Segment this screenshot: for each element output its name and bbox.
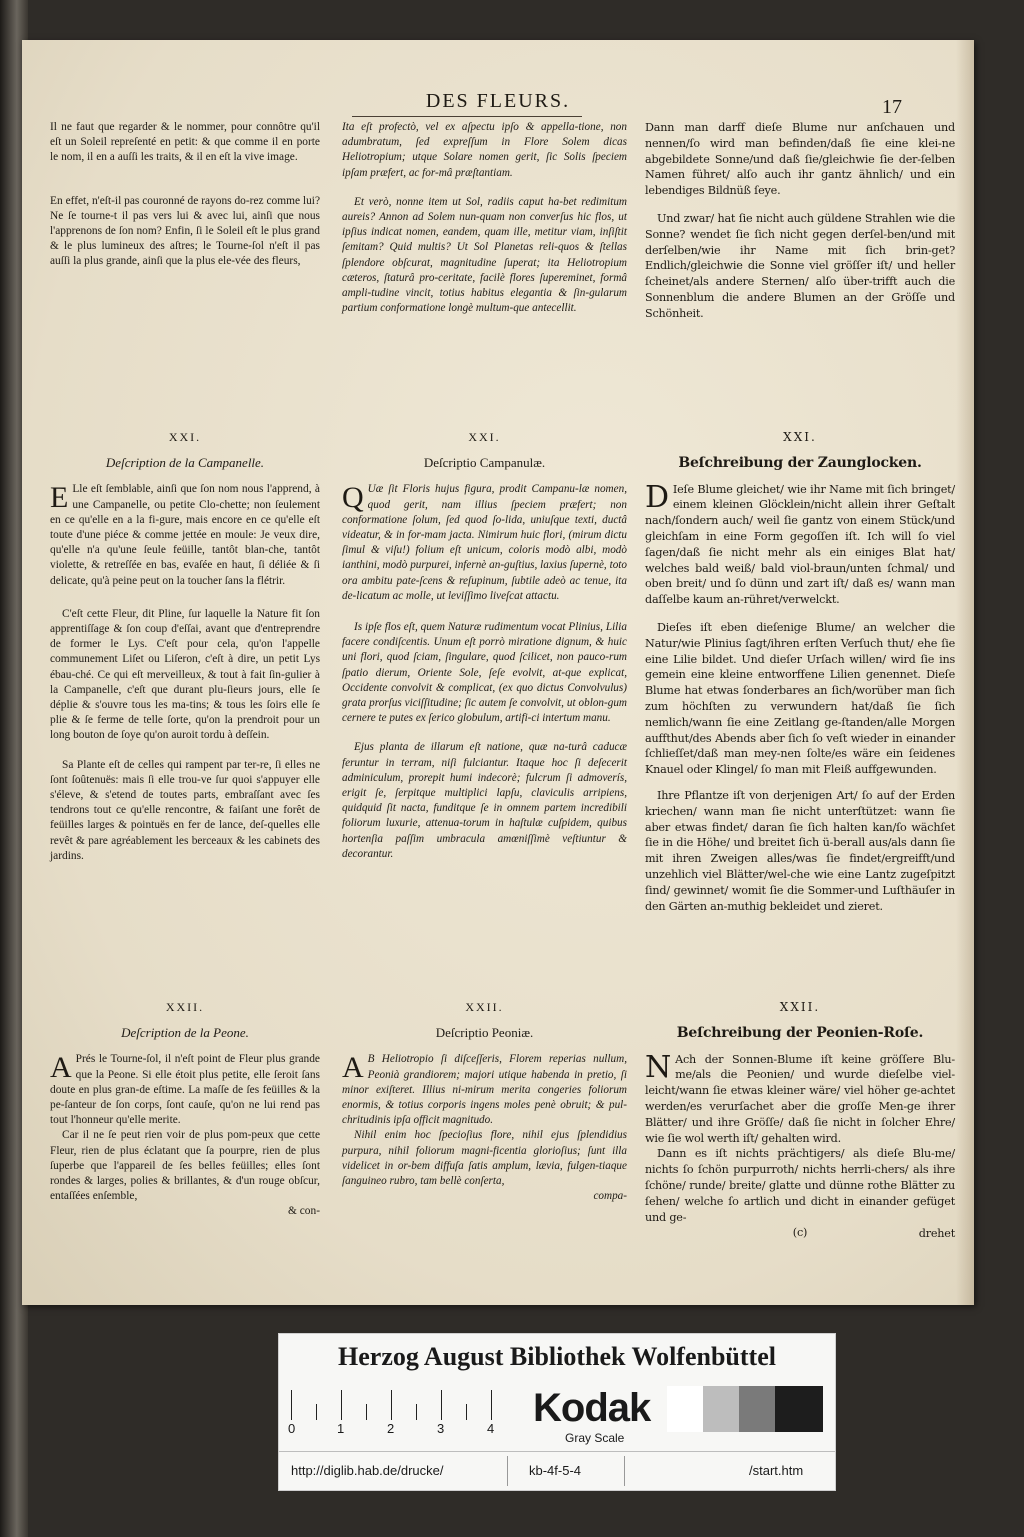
running-head-rule — [352, 116, 582, 117]
ruler-digit: 2 — [387, 1421, 395, 1436]
section-title: Deſcription de la Peone. — [121, 1025, 249, 1041]
section-title: Deſcriptio Peoniæ. — [435, 1025, 534, 1041]
signature-mark: (c) — [792, 1226, 808, 1240]
latin-intro-paragraph-2: Et verò, nonne item ut Sol, radiis caput ha-bet redimitum aureis? Annon ad Solem nun-quam non converſus hic flos, ut ipſius indicat nomen, eandem, quam ille, metitur viam, inſiſtit ſemitam? Quid multis? Ut Sol Planetas reli-quos & ſtellas ſplendore obſcurat, magnitudine ſuperat; ita Heliotropium cæteros, ſtaturâ pro-ceritate, facilè flores ſupereminet, formâ ampli-tudine vincit, totius habitus elegantia & ſin-gularum partium conformatione longè multum-que antecellit. — [342, 195, 627, 315]
running-head: DES FLEURS. — [425, 90, 571, 112]
latin-intro-paragraph-1: Ita eſt profectò, vel ex aſpectu ipſo & appella-tione, non adumbratum, ſed expreſſum in Flore Solem dicas Heliotropium; utque Solare nomen gerit, ſic Solis ſpeciem ipſam præfert, ac for-mâ præſtantiam. — [342, 121, 627, 179]
german-s22-paragraph-1: N Ach der Sonnen-Blume iſt keine gröſſere Blu-me/als die Peonien/ und wurde dieſelbe viel-leicht/wann ſie etwas kleiner wäre/ viel höher ge-achtet werden/es verurſachet aber die groſſe Men-ge ihrer Blätter/ und ihre Gröſſe/ daß ſie nicht in ſolcher Ehre/ wie ſie wol werth iſt/ gehalten wird. — [645, 1049, 955, 1145]
section-number: XXI. — [468, 430, 501, 444]
gray-scale-label: Gray Scale — [565, 1431, 625, 1445]
german-s21-paragraph-1: D Ieſe Blume gleichet/ wie ihr Name mit ſich bringet/ einem kleinen Glöcklein/nicht allein ihrer Geſtalt nach/ſondern auch/ weil ſie gantz von einem Stück/und gleichſam in eine Form gegoſſen iſt. Ich will ſo viel ſagen/daß ſie nicht mehr als ein einiges Blat hat/ welches bald weiß/ bald viol-braun/unten ſchmal/ und oben breit/ und ſo dünn und zart iſt/ daß es/ wann man daſſelbe kaum an-rühret/verwelckt. — [645, 479, 955, 607]
latin-s22-paragraph-2: Nihil enim hoc ſpecioſius flore, nihil ejus ſplendidius purpura, nihil foliorum magni-ficentia glorioſius; ſunt illa videlicet in or-bem diffuſa ſatis amplum, lævia, fulgen-tiaque ſanguineo rubro, tam bellè conſerta, — [342, 1129, 627, 1188]
latin-intro — [342, 120, 627, 316]
page-edge-shadow — [956, 40, 974, 1305]
kodak-logo: Kodak — [533, 1386, 651, 1430]
ruler-tick — [416, 1404, 417, 1420]
german-intro-paragraph-1: Dann man darff dieſe Blume nur anſchauen und nennen/ſo wird man befinden/daß ſie eine klei-ne abgebildete Sonne/und daß ſie/gleichwie ſie der-ſelben Namen führet/ alſo auch ihr gantz ähnlich/ und ein lebendiges Bildnüß ſeye. — [645, 121, 955, 198]
ruler-digit: 1 — [337, 1421, 345, 1436]
ruler-tick — [366, 1404, 367, 1420]
drop-cap: A — [50, 1051, 72, 1085]
gray-swatch — [703, 1386, 739, 1432]
catchword: compa- — [593, 1190, 627, 1203]
section-number: XXII. — [779, 1000, 821, 1014]
german-intro — [645, 120, 955, 322]
gray-swatch — [667, 1386, 703, 1432]
section-title: Deſcriptio Campanulæ. — [423, 455, 546, 471]
french-s22-paragraph-2: Car il ne ſe peut rien voir de plus pom-peux que cette Fleur, rien de plus éclatant que ſa pourpre, rien de plus ſuperbe que l'appareil de ſes belles feüilles; elles ſont rondes & larges, polies & brillantes, & d'un rouge obſcur, entaſſées enſemble, — [50, 1129, 320, 1203]
drop-cap: D — [645, 479, 669, 515]
french-s21-paragraph-2: C'eſt cette Fleur, dit Pline, ſur laquelle la Nature fit ſon apprentiſſage & ſon coup d'eſſai, avant que d'entreprendre de former le Lys. C'eſt pour cela, qu'on l'appelle communement Liſet ou Liſeron, c'eſt à dire, un petit Lys ébau-ché. Ce qui eſt merveilleux, & tout à fait ſin-gulier à la Campanelle, c'eſt que durant plu-ſieurs jours, elle ſe déplie & s'ouvre tous les ma-tins; & tous les ſoirs elle ſe plie & ſe ferme de telle ſorte, qu'on la prendroit pour un long bouton de ſoye qu'on auroit tordu à deſſein. — [50, 607, 320, 742]
section-number: XXII. — [165, 1000, 205, 1014]
drop-cap: A — [342, 1051, 364, 1085]
section-number: XXI. — [783, 430, 817, 444]
ruler-tick — [291, 1390, 292, 1420]
french-intro — [50, 120, 320, 270]
french-s21-paragraph-1: E Lle eſt ſemblable, ainſi que ſon nom nous l'apprend, à une Campanelle, ou petite Clo-chette; non ſeulement en ce qu'elle en a la fi-gure, mais encore en ce qu'elle eſt toute d'une piéce & comme jettée en moule: Je veux dire, qu'elle n'a qu'une ſeule feüille, tantôt blan-che, tantôt violette, & retreſſée en bas, evaſée en haut, ſi déliée & ſi delicate, qu'à peine peut on la toucher ſans la flétrir. — [50, 481, 320, 587]
ruler-digit: 0 — [288, 1421, 296, 1436]
latin-s21-paragraph-3: Ejus planta de illarum eſt natione, quæ na-turâ caducæ feruntur in terram, niſi fulciantur. Itaque hoc ſi deſecerit adminiculum, prorepit humi indecorè; fulcrum ſi admoverís, erigit ſe, ſerpitque multiplici lapſu, claviculis arripiens, quidquid ſit nacta, funditque ſe in omnem partem incredibili foliorum luxurie, attenua-torum in haſtulæ cuſpidem, quibus hortenſia paſſim umbracula amœniſſimè veſtiuntur & decorantur. — [342, 741, 627, 860]
gray-swatch — [739, 1386, 775, 1432]
page-number: 17 — [882, 96, 902, 118]
latin-s22-paragraph-1: A B Heliotropio ſi diſceſſeris, Florem reperias nullum, Peonià grandiorem; majori utique habenda in pretio, ſi minor exiſteret. Illius ni-mirum merita congeries foliorum enormis, & totius corporis ingens moles penè obruit; & pul-chritudinis ipſa officit magnitudo. — [342, 1051, 627, 1127]
library-color-bar — [278, 1333, 836, 1491]
french-intro-paragraph-1: Il ne faut que regarder & le nommer, pour connôtre qu'il eſt un Soleil repreſenté en petit: & que comme il en porte le nom, il en a auſſi les traits, & il en eſt la vive image. — [50, 121, 320, 164]
section-title: Beſchreibung der Zaunglocken. — [678, 454, 922, 471]
catchword: drehet — [918, 1227, 955, 1241]
scale-ruler — [288, 1386, 521, 1436]
ruler-tick — [316, 1404, 317, 1420]
footer-divider — [624, 1456, 625, 1486]
german-section-21 — [645, 430, 955, 914]
footer-divider — [507, 1456, 508, 1486]
digital-library-url: http://diglib.hab.de/drucke/ — [291, 1463, 444, 1478]
french-s22-paragraph-1: A Prés le Tourne-ſol, il n'eſt point de Fleur plus grande que la Peone. Si elle étoit plus petite, elle ſeroit ſans doute en plus gran-de eſtime. La maſſe de ſes feüilles & la pe-ſanteur de ſon corps, ſont cauſe, qu'on ne lui rend pas tout l'honneur qu'elle merite. — [50, 1051, 320, 1127]
latin-s21-paragraph-2: Is ipſe flos eſt, quem Naturæ rudimentum vocat Plinius, Lilia facere condiſcentis. Unum eſt porrò miratione dignum, & huic uni flori, quod ſciam, ſingulare, quod ſcilicet, non pauco-rum ſpatio dierum, Oriente Sole, ſeſe evolvit, at-que explicat, Occidente convolvit & complicat, (ex quo dictus Convolvulus) grata prorſus viciſſitudine; ſic autem ſe convolvit, ut oblon-gum cernere te putes ex ſerico globulum, artifi-ci intertum manu. — [342, 621, 627, 725]
section-title: Deſcription de la Campanelle. — [105, 455, 265, 471]
ruler-tick — [441, 1390, 442, 1420]
ruler-tick — [466, 1404, 467, 1420]
shelfmark: kb-4f-5-4 — [529, 1463, 582, 1478]
latin-section-22 — [342, 1000, 627, 1204]
catchword: & con- — [288, 1205, 320, 1218]
french-section-21 — [50, 430, 320, 864]
french-section-22 — [50, 1000, 320, 1220]
start-page-path: /start.htm — [749, 1463, 804, 1478]
drop-cap: Q — [342, 481, 364, 515]
ruler-digit: 3 — [437, 1421, 445, 1436]
ruler-digit: 4 — [487, 1421, 495, 1436]
ruler-tick — [391, 1390, 392, 1420]
document-page — [22, 40, 974, 1305]
ruler-tick — [341, 1390, 342, 1420]
german-s21-paragraph-2: Dieſes iſt eben dieſenige Blume/ an welcher die Natur/wie Plinius ſagt/ihren erſten Verſuch thut/ ehe ſie eine Lilie bildet. Und dieſer Urſach willen/ wird ſie ins gemein eine kleine entworffene Lilien genennet. Dieſe Blume hat etwas ſonderbares an ſich/worüber man ſich zum höchſten zu verwundern hat/daß ſie ſich nemlich/wann ſie eine Zeitlang ge-ſtanden/alle Morgen auffthut/des Abends aber ſich ſo veſt wieder in einander ſchlieſſet/daß man mey-nen ſolte/es wäre ein ſeidenes Knauel oder Klingel/ ſo man mit Fleiß auffgewunden. — [645, 620, 955, 777]
french-intro-paragraph-2: En effet, n'eſt-il pas couronné de rayons do-rez comme lui? Ne ſe tourne-t il pas vers lui & avec lui, ainſi que nous l'apprenons de ſon nom? Enfin, ſi le Soleil eſt le plus grand & le plus lumineux des aſtres; le Tourne-ſol n'eſt il pas auſſi la plus grande, ainſi que la plus ele-vée des fleurs, — [50, 194, 320, 268]
section-number: XXI. — [168, 430, 202, 444]
section-number: XXII. — [465, 1000, 504, 1014]
german-section-22 — [645, 1000, 955, 1242]
german-s22-paragraph-2: Dann es iſt nichts prächtigers/ als dieſe Blu-me/ nichts ſo ſchön purpurroth/ nichts herrli-chers/ als ihre ſchöne/ runde/ breite/ glatte und dünne rothe Blätter zu ſehen/ welche ſo artlich und dicht in einander gefüget und ge- — [645, 1147, 955, 1224]
french-s21-paragraph-3: Sa Plante eſt de celles qui rampent par ter-re, ſi elles ne ſont ſoûtenuës: mais ſi elle trou-ve ſur quoi s'appuyer elle s'éleve, & s'etend de toutes parts, embraſſant avec ſes tendrons tout ce qu'elle rencontre, & faiſant une forêt de feüilles larges & pointuës en fer de lance, deſ-quelles elle revêt & pare agréablement les berceaux & les cabinets des jardins. — [50, 758, 320, 862]
ruler-tick — [491, 1390, 492, 1420]
library-name: Herzog August Bibliothek Wolfenbüttel — [338, 1342, 776, 1371]
latin-s21-paragraph-1: Q Uæ ſit Floris hujus figura, prodit Campanu-læ nomen, quod gerit, nam illius ſpeciem præfert; non conformatione ſolum, ſed quod ſo-lida, uniuſque texti, ductâ videatur, & in for-mam jacta. Nimirum huic flori, (mirum dictu ſimul & viſu!) folium eſt unicum, coloris modò albi, modò ianthini, modò purpurei, infernè an-guſtius, laxius ſupernè, toto ora ambitu pate-ſcens & reſupinum, ſubtile adeò ac tenue, ita de-licatum ac molle, ut leviſſimo liveſcat attactu. — [342, 481, 627, 602]
drop-cap: N — [645, 1049, 672, 1085]
gray-swatch — [775, 1386, 823, 1432]
latin-section-21 — [342, 430, 627, 862]
color-bar-footer — [279, 1451, 835, 1490]
german-s21-paragraph-3: Ihre Pflantze iſt von derjenigen Art/ ſo auf der Erden kriechen/ wann man ſie nicht unterſtützet: wann ſie aber etwas findet/ daran ſie ſich halten kan/ſo wächſet ſie in die Höhe/ und breitet ſich ü-berall aus/als dann ſie mit ihren Zweigen alles/was ſie findet/ergreifft/und unzehlich viel Blätter/wel-che wie eine Lantz zugeſpitzt ſind/ gewinnet/ womit ſie die Sommer-und Luſthäuſer in den Gärten an-muthig bekleidet und zieret. — [645, 788, 955, 913]
german-intro-paragraph-2: Und zwar/ hat ſie nicht auch güldene Strahlen wie die Sonne? wendet ſie ſich nicht gegen derſel-ben/und mit derſelben/wie ihr Name mit ſich brin-get? Endlich/gleichwie die Sonne viel gröſſer iſt/ und heller ſcheinet/als andere Sternen/ alſo über-trifft auch die Sonnenblum die andere Blumen an der Gröſſe und Schönheit. — [645, 211, 955, 320]
section-title: Beſchreibung der Peonien-Roſe. — [676, 1024, 924, 1041]
drop-cap: E — [50, 481, 69, 515]
